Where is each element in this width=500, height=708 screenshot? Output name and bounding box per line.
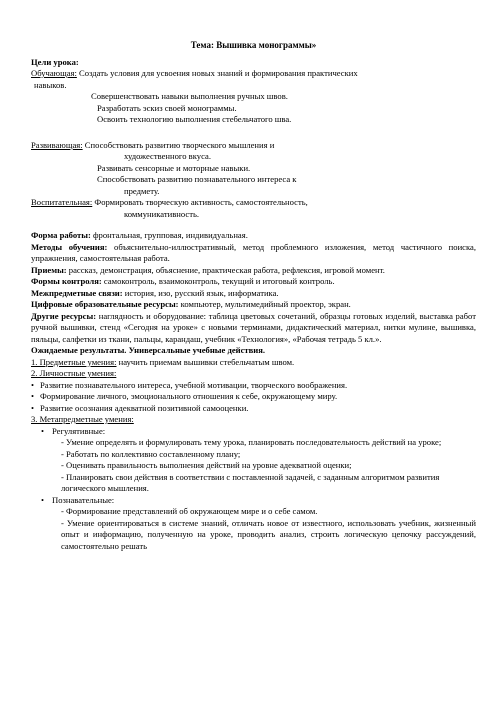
edu-line: Совершенствовать навыки выполнения ручных швов. (91, 91, 288, 101)
edu-line: Создать условия для усвоения новых знаний и формирования практических (76, 68, 358, 78)
vos-line: Формировать творческую активность, самостоятельность, (92, 197, 308, 207)
list-item: - Работать по коллективно составленному плану; (61, 448, 241, 459)
cognitive-label: • Познавательные: (31, 495, 476, 507)
param-row: Другие ресурсы: наглядность и оборудование: таблица цветовых сочетаний, образцы готовых изделий, выставка работ ручной вышивки, стенд «Сегодня на уроке» с новыми терминами, дидактический материал, нитки мулине, вышивка, пяльцы, салфетки из ткани, пальцы, карандаш, учебник «Технология», «Рабочая тетрадь 5 кл.». (31, 310, 476, 344)
dev-line: предмету. (124, 185, 160, 196)
meta-skills-label: 3. Метапредметные умения: (31, 414, 134, 424)
personal-skills-label: 2. Личностные умения: (31, 368, 117, 378)
dev-line: Развивать сенсорные и моторные навыки. (97, 162, 251, 173)
list-item: • Развитие познавательного интереса, учебной мотивации, творческого воображения. (31, 380, 476, 392)
vos-line: коммуникативность. (124, 208, 200, 219)
param-row: Цифровые образовательные ресурсы: компьютер, мультимедийный проектор, экран. (31, 299, 351, 309)
list-item: - Планировать свои действия в соответствии с поставленной задачей, с заданным алгоритмом развития логического мышления. (61, 471, 440, 493)
param-row: Форма работы: фронтальная, групповая, индивидуальная. (31, 230, 248, 240)
results-heading: Ожидаемые результаты. Универсальные учебные действия. (31, 345, 266, 355)
goals-heading: Цели урока: (31, 56, 79, 67)
edu-line: Освоить технологию выполнения стебельчатого шва. (97, 114, 292, 124)
list-item: - Оценивать правильность выполнения действий на уровне адекватной оценки; (61, 460, 352, 470)
vos-label: Воспитательная: (31, 197, 93, 207)
edu-line: навыков. (34, 79, 67, 90)
regulative-label: • Регулятивные: (31, 426, 476, 438)
vos-goal (31, 197, 476, 209)
param-row: Межпредметные связи: история, изо, русский язык, информатика. (31, 287, 279, 298)
dev-goal (31, 140, 476, 152)
param-row: Приемы: рассказ, демонстрация, объяснение, практическая работа, рефлексия, игровой момент. (31, 264, 385, 275)
param-row: Методы обучения: объяснительно-иллюстративный, метод проблемного изложения, метод частичного поиска, упражнения, самостоятельная работа. (31, 241, 476, 263)
param-row: Формы контроля: самоконтроль, взаимоконтроль, текущий и итоговый контроль. (31, 276, 335, 286)
dev-label: Развивающая: (31, 139, 83, 150)
list-item: • Формирование личного, эмоционального отношения к себе, окружающему миру. (31, 391, 476, 403)
list-item: • Развитие осознания адекватной позитивной самооценки. (31, 403, 476, 415)
dev-line: Способствовать развитию творческого мышления и (82, 139, 275, 150)
edu-goal (31, 68, 476, 80)
page-title: Тема: Вышивка монограммы» (190, 40, 317, 50)
edu-label: Обучающая: (31, 68, 77, 78)
document-page (31, 40, 476, 552)
dev-line: художественного вкуса. (124, 151, 211, 161)
list-item: - Умение ориентироваться в системе знаний, отличать новое от известного, использовать учебник, жизненный опыт и информацию, полученную на уроке, проводить анализ, строить логическую цепочку рассуждений, самостоятельно решать (61, 517, 476, 551)
list-item: - Формирование представлений об окружающем мире и о себе самом. (61, 506, 318, 516)
subject-skills: 1. Предметные умения: научить приемам вышивки стебельчатым швом. (31, 356, 295, 367)
personal-skills-list (31, 380, 476, 415)
dev-line: Способствовать развитию познавательного интереса к (97, 174, 297, 184)
edu-line: Разработать эскиз своей монограммы. (97, 102, 237, 113)
list-item: - Умение определять и формулировать тему урока, планировать последовательность действий на уроке; (61, 437, 442, 447)
